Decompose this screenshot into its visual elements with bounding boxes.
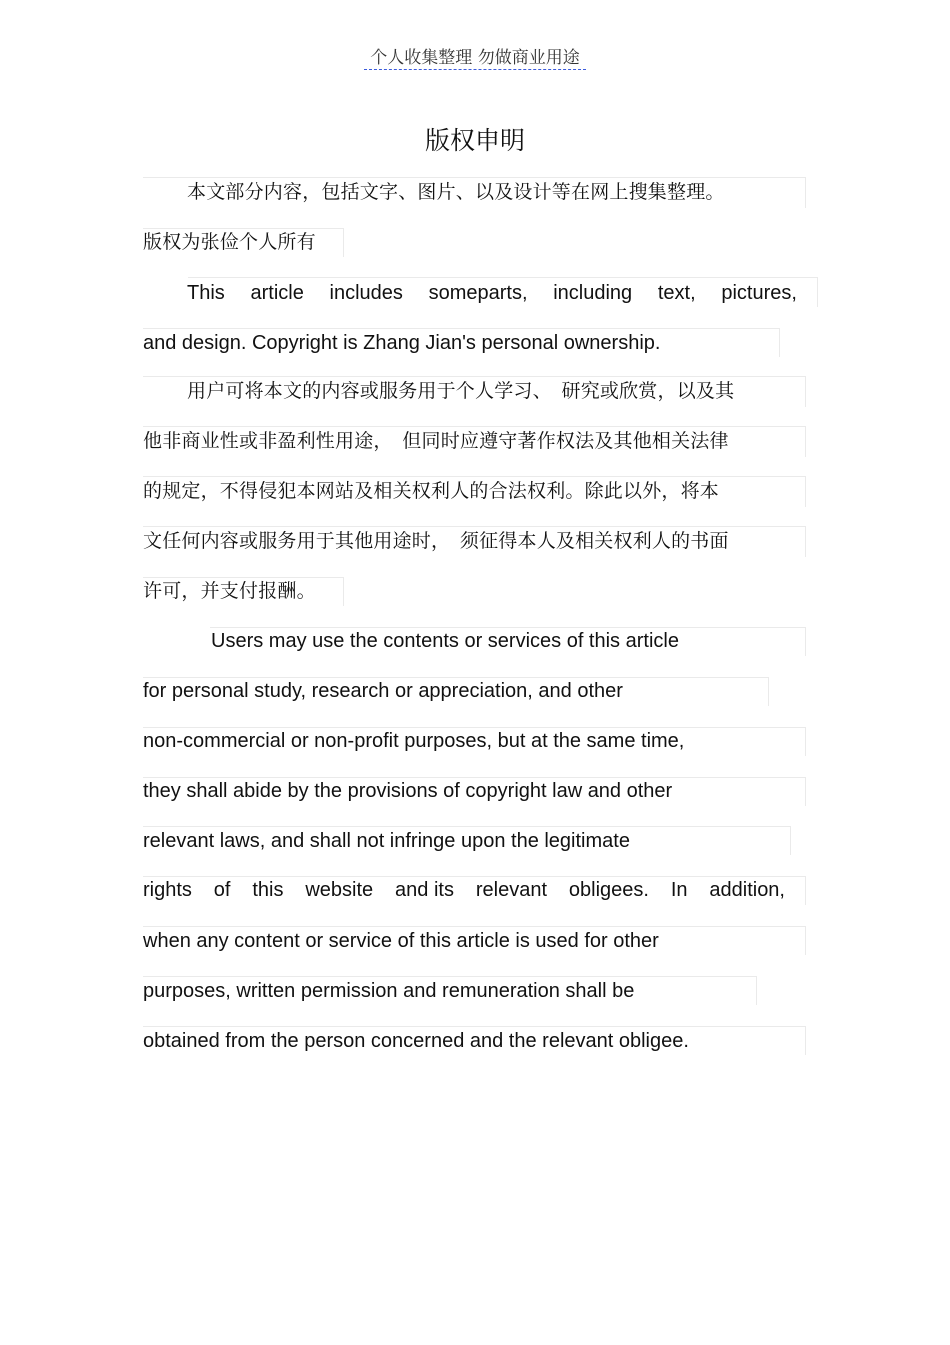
para1-line: 本文部分内容，包括文字、图片、以及设计等在网上搜集整理。 <box>187 181 725 203</box>
word: This <box>187 282 225 304</box>
para2-line-justified <box>187 278 797 308</box>
para3-line: 用户可将本文的内容或服务用于个人学习、 研究或欣赏，以及其 <box>187 380 735 402</box>
para3-line: 他非商业性或非盈利性用途， 但同时应遵守著作权法及其他相关法律 <box>143 430 729 452</box>
para4-line: Users may use the contents or services of this article <box>211 630 679 652</box>
header-text: 个人收集整理 勿做商业用途 <box>364 48 585 70</box>
word: and its <box>395 879 454 901</box>
word: of <box>213 879 231 901</box>
para4-line: they shall abide by the provisions of copyright law and other <box>143 780 673 802</box>
word: article <box>250 282 304 304</box>
para4-line: non-commercial or non-profit purposes, but at the same time, <box>143 730 685 752</box>
para3-line: 许可，并支付报酬。 <box>143 580 316 602</box>
para3-line: 文任何内容或服务用于其他用途时， 须征得本人及相关权利人的书面 <box>143 530 729 552</box>
word: relevant <box>475 879 547 901</box>
word: obligees. <box>568 879 649 901</box>
para4-line: purposes, written permission and remuneration shall be <box>143 980 635 1002</box>
para4-line: relevant laws, and shall not infringe upon the legitimate <box>143 830 630 852</box>
word: In <box>670 879 688 901</box>
word: addition, <box>709 879 785 901</box>
page-header <box>0 46 950 70</box>
word: website <box>305 879 374 901</box>
para2-line: and design. Copyright is Zhang Jian's personal ownership. <box>143 332 661 354</box>
word: this <box>252 879 284 901</box>
document-title: 版权申明 <box>424 126 525 155</box>
word: including <box>553 282 633 304</box>
para4-line: obtained from the person concerned and the relevant obligee. <box>143 1030 689 1052</box>
word: someparts, <box>428 282 528 304</box>
para4-line-justified <box>143 875 785 905</box>
para1-line: 版权为张俭个人所有 <box>143 231 316 253</box>
para4-line: for personal study, research or appreciation, and other <box>143 680 623 702</box>
word: rights <box>143 879 192 901</box>
word: includes <box>329 282 403 304</box>
word: pictures, <box>721 282 797 304</box>
para4-line: when any content or service of this article is used for other <box>143 930 659 952</box>
word: text, <box>657 282 696 304</box>
para3-line: 的规定，不得侵犯本网站及相关权利人的合法权利。除此以外，将本 <box>143 480 720 502</box>
